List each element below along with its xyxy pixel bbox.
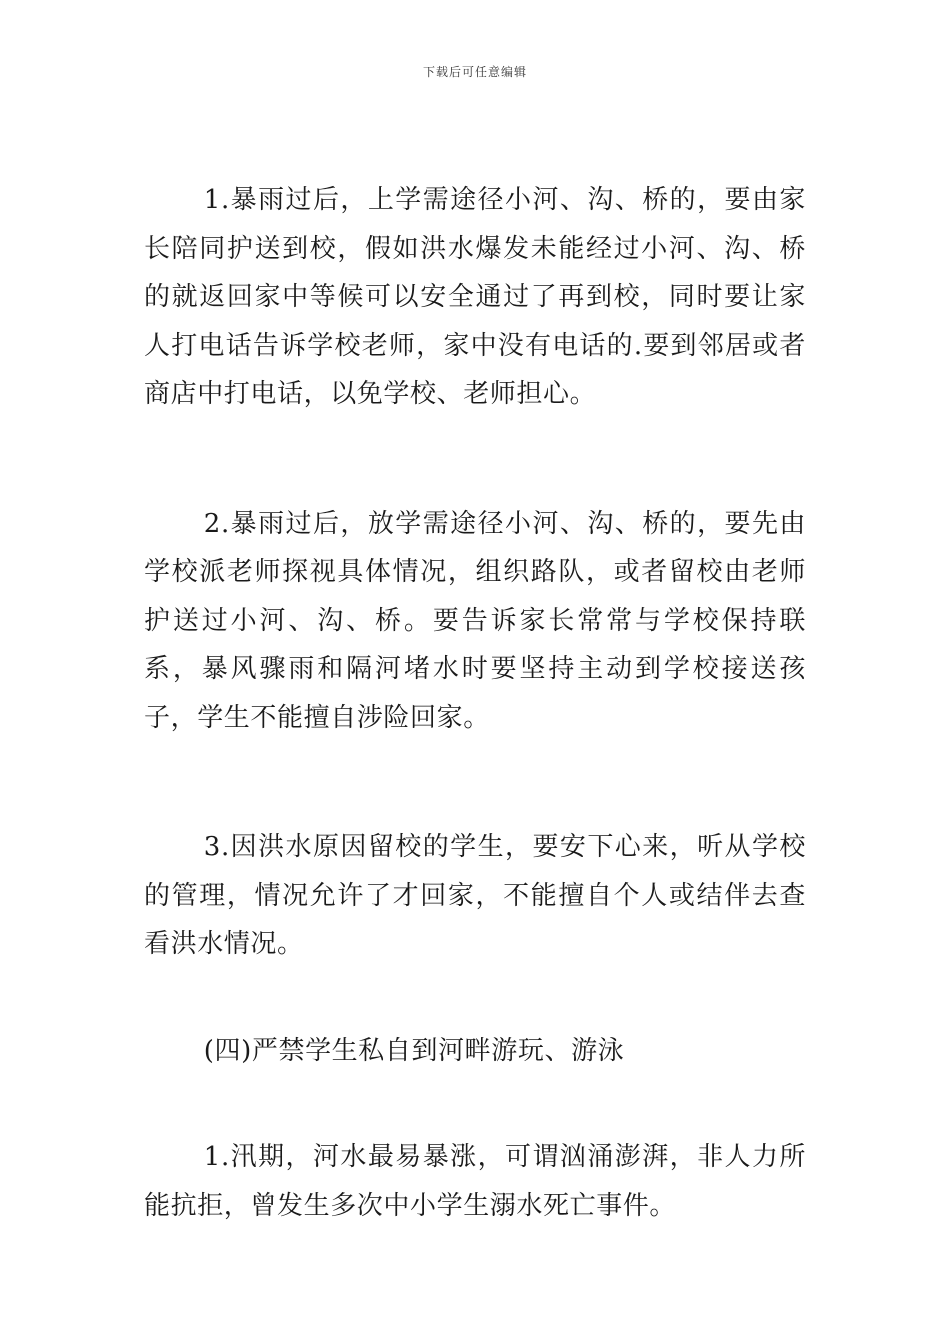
paragraph-spacer — [144, 742, 806, 823]
paragraph-spacer — [144, 969, 806, 1027]
paragraph-3: 3.因洪水原因留校的学生，要安下心来，听从学校的管理，情况允许了才回家，不能擅自个人或结伴去查看洪水情况。 — [144, 832, 806, 959]
paragraph-spacer — [144, 1075, 806, 1133]
paragraph-spacer — [144, 419, 806, 500]
paragraph-4: 1.汛期，河水最易暴涨，可谓汹涌澎湃，非人力所能抗拒，曾发生多次中小学生溺水死亡事件。 — [144, 1142, 806, 1221]
paragraph-1: 1.暴雨过后，上学需途径小河、沟、桥的，要由家长陪同护送到校，假如洪水爆发未能经过小河、沟、桥的就返回家中等候可以安全通过了再到校，同时要让家人打电话告诉学校老师，家中没有电话的.要到邻居或者商店中打电话，以免学校、老师担心。 — [144, 185, 806, 409]
paragraph-2: 2.暴雨过后，放学需途径小河、沟、桥的，要先由学校派老师探视具体情况，组织路队，或者留校由老师护送过小河、沟、桥。要告诉家长常常与学校保持联系，暴风骤雨和隔河堵水时要坚持主动到学校接送孩子，学生不能擅自涉险回家。 — [144, 508, 806, 733]
header-note: 下载后可任意编辑 — [422, 65, 527, 79]
section-heading: (四)严禁学生私自到河畔游玩、游泳 — [203, 1035, 625, 1066]
document-body — [144, 176, 806, 1230]
